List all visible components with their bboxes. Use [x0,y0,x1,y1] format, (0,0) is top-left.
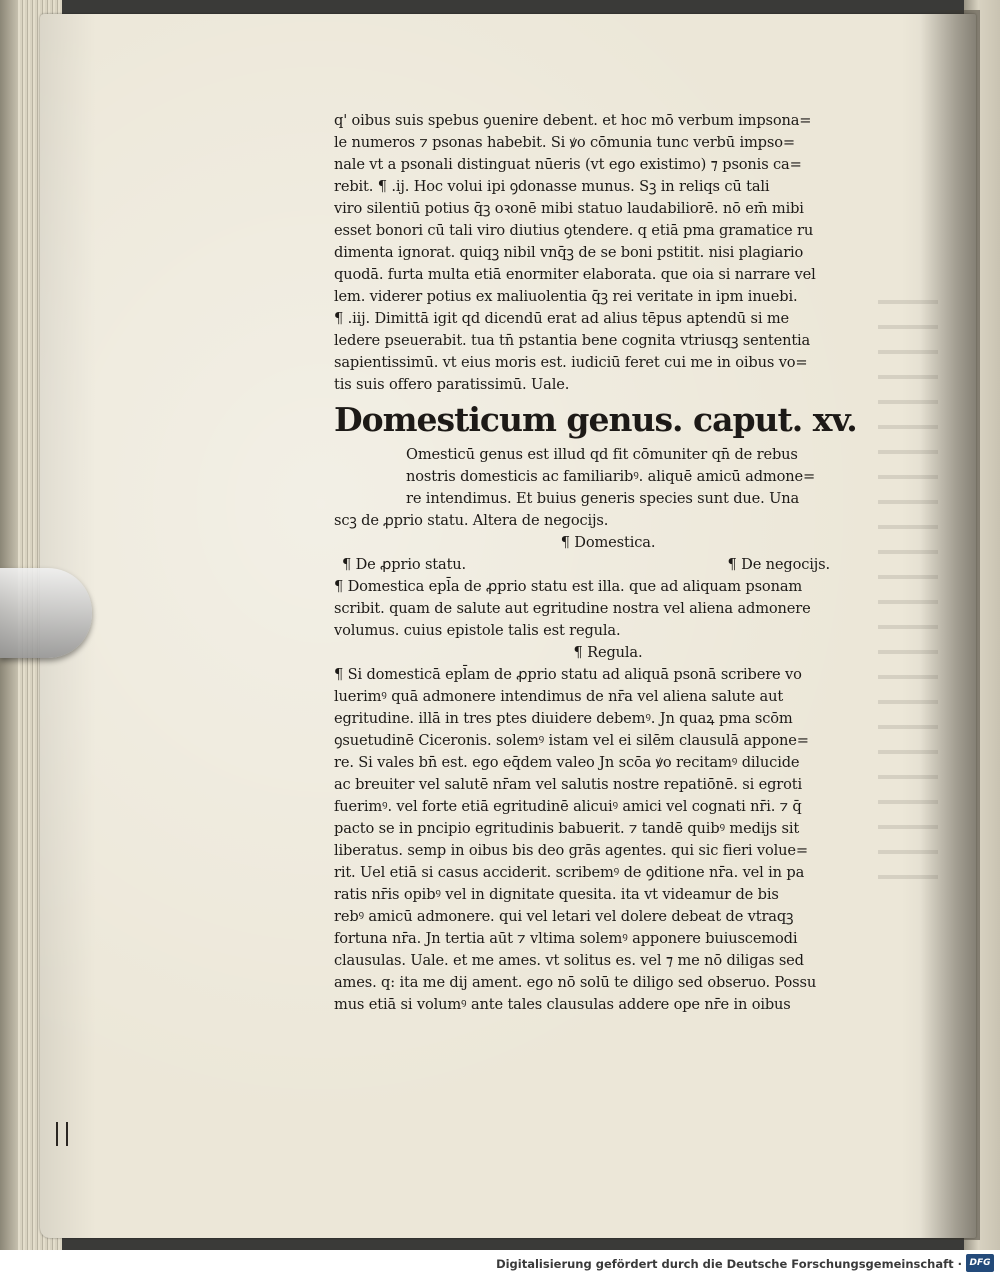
text-line: rebꝰ amicū admonere. qui vel letari vel dolere debeat de vtraqꝫ [334,908,794,925]
text-line: rebit. ¶ .ij. Hoc volui ipi ꝯdonasse munus. Sꝫ in reliqs cū tali [334,178,770,195]
dfg-logo[interactable]: DFG [966,1254,994,1272]
text-line: q' oibus suis spebus ꝯuenire debent. et hoc mō verbum impsona= [334,112,812,129]
text-line: ¶ Domestica epl̄a de ꝓprio statu est illa. que ad aliquam psonam [334,578,803,595]
text-line: lem. viderer potius ex maliuolentia q̄ꝫ rei veritate in ipm inuebi. [334,288,798,305]
text-line: ac breuiter vel salutē nr̄am vel salutis nostre repatiōnē. si egroti [334,776,802,793]
text-line: re. Si vales bn̄ est. ego eq̄dem valeo Jn scōa ꝟo recitamꝰ dilucide [334,754,800,771]
page-clip [0,568,92,658]
text-line: scꝫ de ꝓprio statu. Altera de negocijs. [334,512,609,529]
paragraph-intro [334,444,882,532]
text-line: ¶ Si domesticā epl̄am de ꝓprio statu ad aliquā psonā scribere vo [334,666,802,683]
text-line: Omesticū genus est illud qd fit cōmuniter qn̄ de rebus [406,446,798,463]
text-line: dimenta ignorat. quiqꝫ nibil vnq̄ꝫ de se boni pstitit. nisi plagiario [334,244,804,261]
subheading-proprio-statu: ¶ De ꝓprio statu. [342,556,467,573]
text-line: fortuna nr̄a. Jn tertia aūt ⁊ vltima solemꝰ apponere buiuscemodi [334,930,798,947]
chapter-heading: Domesticum genus. caput. xv. [334,400,857,439]
text-line: volumus. cuius epistole talis est regula. [334,622,621,639]
text-line: mus etiā si volumꝰ ante tales clausulas addere ope nr̄e in oibus [334,996,791,1013]
printed-text-block [334,110,882,1016]
text-line: ꝯsuetudinē Ciceronis. solemꝰ istam vel ei silēm clausulā appone= [334,732,809,749]
paragraph-top [334,110,882,396]
text-line: clausulas. Uale. et me ames. vt solitus es. vel ⁊ me nō diligas sed [334,952,804,969]
subheading-domestica: ¶ Domestica. [560,534,656,551]
text-line: rit. Uel etiā si casus acciderit. scribemꝰ de ꝯditione nr̄a. vel in pa [334,864,805,881]
text-line: nostris domesticis ac familiaribꝰ. aliquē amicū admone= [406,468,816,485]
text-line: quodā. furta multa etiā enormiter elaborata. que oia si narrare vel [334,266,816,283]
text-line: esset bonori cū tali viro diutius ꝯtendere. q etiā pma gramatice ru [334,222,814,239]
subheading-negocijs: ¶ De negocijs. [727,556,830,573]
text-line: ledere pseuerabit. tua tn̄ pstantia bene cognita vtriusqꝫ sententia [334,332,811,349]
text-line: fuerimꝰ. vel forte etiā egritudinē alicuiꝰ amici vel cognati nr̄i. ⁊ q̄ [334,798,802,815]
text-line: egritudine. illā in tres ptes diuidere debemꝰ. Jn quaꝝ pma scōm [334,710,793,727]
digitization-credit: Digitalisierung gefördert durch die Deutsche Forschungsgemeinschaft · [496,1257,962,1271]
paragraph-body [334,576,882,642]
text-line: viro silentiū potius q̄ꝫ oꝛonē mibi statuo laudabiliorē. nō em̄ mibi [334,200,804,217]
text-line: ames. q: ita me dij ament. ego nō solū te diligo sed obseruo. Possu [334,974,817,991]
text-line: ratis nr̄is opibꝰ vel in dignitate quesita. ita vt videamur de bis [334,886,779,903]
text-line: nale vt a psonali distinguat nūeris (vt ego existimo) ⁊ psonis ca= [334,156,802,173]
text-line: luerimꝰ quā admonere intendimus de nr̄a vel aliena salute aut [334,688,784,705]
text-line: sapientissimū. vt eius moris est. iudiciū feret cui me in oibus vo= [334,354,808,371]
paragraph-regula [334,664,882,1016]
text-line: scribit. quam de salute aut egritudine nostra vel aliena admonere [334,600,811,617]
text-line: tis suis offero paratissimū. Uale. [334,376,570,393]
text-line: pacto se in pncipio egritudinis babuerit. ⁊ tandē quibꝰ medijs sit [334,820,800,837]
text-line: ¶ .iij. Dimittā igit qd dicendū erat ad alius tēpus aptendū si me [334,310,790,327]
text-line: re intendimus. Et buius generis species sunt due. Una [406,490,800,507]
show-through-text [878,300,938,900]
text-line: liberatus. semp in oibus bis deo grās agentes. qui sic fieri volue= [334,842,808,859]
subheading-regula: ¶ Regula. [573,644,643,661]
margin-mark [56,1122,68,1146]
text-line: le numeros ⁊ psonas habebit. Si ꝟo cōmunia tunc verbū impso= [334,134,795,151]
subheading-row [334,554,882,576]
